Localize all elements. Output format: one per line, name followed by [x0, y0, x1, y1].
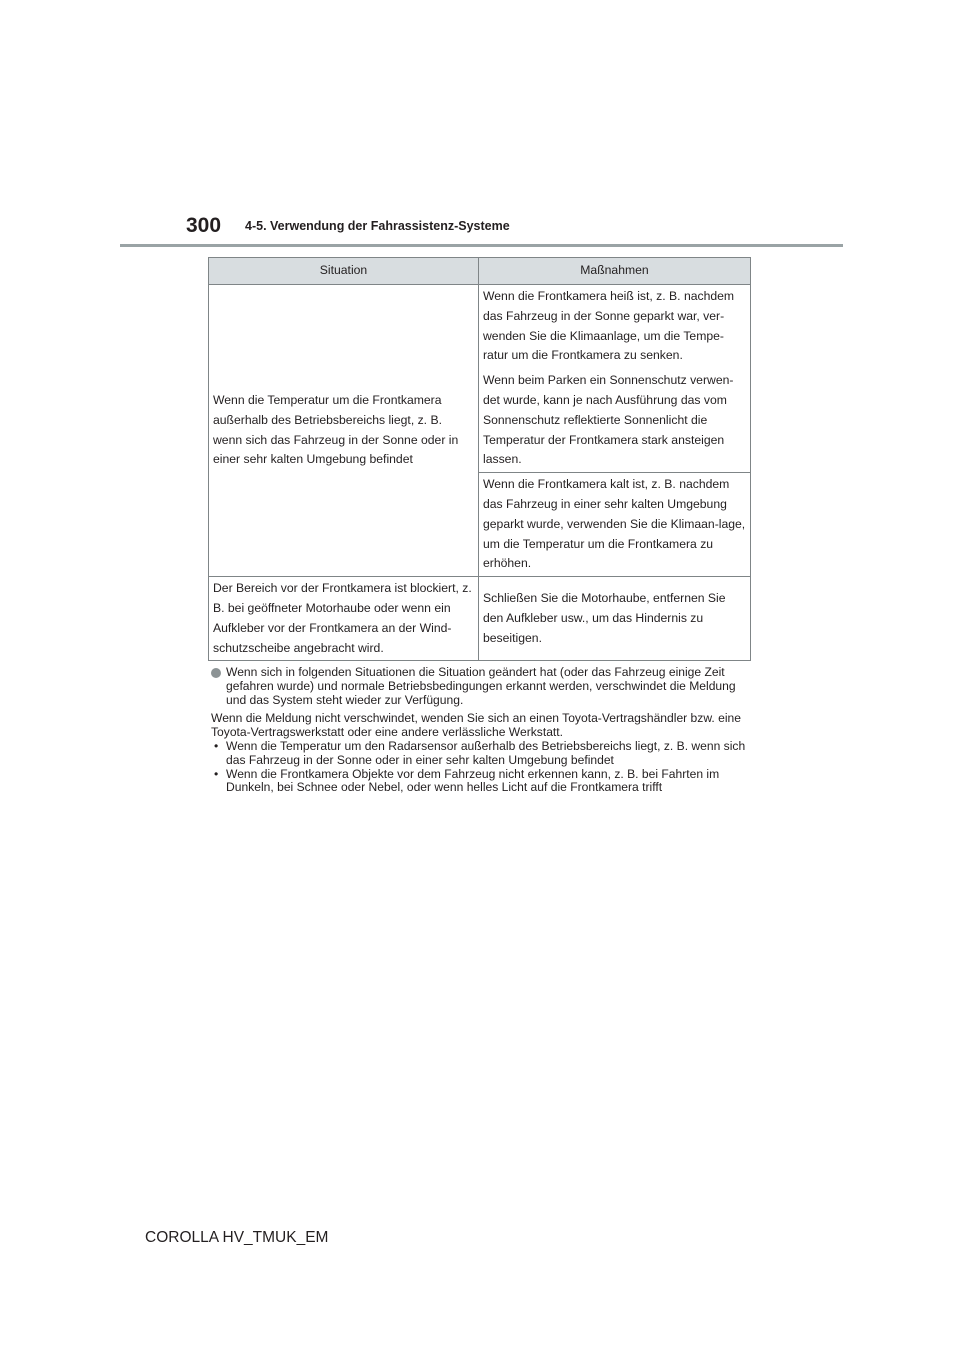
table-header-row — [209, 258, 751, 285]
list-bullet-icon: • — [214, 738, 219, 753]
note-bullet-text: Wenn sich in folgenden Situationen die Situation geändert hat (oder das Fahrzeug einige Zeit gefahren wurde) und normale Betriebsbedingungen erkannt werden, verschwindet die Meldung und das System steht wieder zur Verfügung. — [226, 665, 736, 707]
notes-section — [211, 666, 751, 795]
section-title: 4-5. Verwendung der Fahrassistenz-Systeme — [245, 219, 510, 233]
table-row — [209, 577, 751, 661]
table-row — [209, 285, 751, 473]
list-bullet-icon: • — [214, 766, 219, 781]
measure-text: Schließen Sie die Motorhaube, entfernen Sie den Aufkleber usw., um das Hindernis zu beseitigen. — [483, 591, 726, 645]
measure-text: Wenn beim Parken ein Sonnenschutz verwen-det wurde, kann je nach Ausführung das vom Sonnenschutz reflektierte Sonnenlicht die Temperatur der Frontkamera stark ansteigen lassen. — [483, 373, 734, 467]
page-number: 300 — [186, 214, 222, 237]
situation-cell: Der Bereich vor der Frontkamera ist blockiert, z. B. bei geöffneter Motorhaube oder wenn ein Aufkleber vor der Frontkamera an der Wind-schutzscheibe angebracht wird. — [209, 577, 479, 661]
list-item-text: Wenn die Frontkamera Objekte vor dem Fahrzeug nicht erkennen kann, z. B. bei Fahrten im Dunkeln, bei Schnee oder Nebel, oder wenn helles Licht auf die Frontkamera trifft — [226, 766, 720, 795]
situation-measures-table — [208, 257, 751, 661]
column-header-measures: Maßnahmen — [479, 258, 751, 285]
list-item — [211, 768, 751, 796]
list-item-text: Wenn die Temperatur um den Radarsensor außerhalb des Betriebsbereichs liegt, z. B. wenn sich das Fahrzeug in der Sonne oder in einer sehr kalten Umgebung befindet — [226, 738, 746, 767]
measures-cell — [479, 285, 751, 473]
list-item — [211, 740, 751, 768]
measures-cell — [479, 577, 751, 661]
note-paragraph: Wenn die Meldung nicht verschwindet, wenden Sie sich an einen Toyota-Vertragshändler bzw. eine Toyota-Vertragswerkstatt oder eine andere verlässliche Werkstatt. — [211, 711, 741, 740]
header-rule — [120, 244, 843, 247]
note-list — [211, 740, 751, 795]
measure-text: Wenn die Frontkamera heiß ist, z. B. nachdem das Fahrzeug in der Sonne geparkt war, ver-wenden Sie die Klimaanlage, um die Tempe-ratur um die Frontkamera zu senken. — [483, 289, 735, 363]
situation-cell: Wenn die Temperatur um die Frontkamera außerhalb des Betriebsbereichs liegt, z. B. wenn sich das Fahrzeug in der Sonne oder in einer sehr kalten Umgebung befindet — [209, 285, 479, 577]
column-header-situation: Situation — [209, 258, 479, 285]
measures-cell — [479, 473, 751, 577]
bullet-dot-icon — [211, 668, 221, 678]
note-bullet-paragraph — [211, 666, 751, 707]
footer-model-code: COROLLA HV_TMUK_EM — [145, 1229, 329, 1246]
measure-text: Wenn die Frontkamera kalt ist, z. B. nachdem das Fahrzeug in einer sehr kalten Umgebung geparkt wurde, verwenden Sie die Klimaan-lage, um die Temperatur um die Frontkamera zu erhöhen. — [483, 477, 746, 571]
